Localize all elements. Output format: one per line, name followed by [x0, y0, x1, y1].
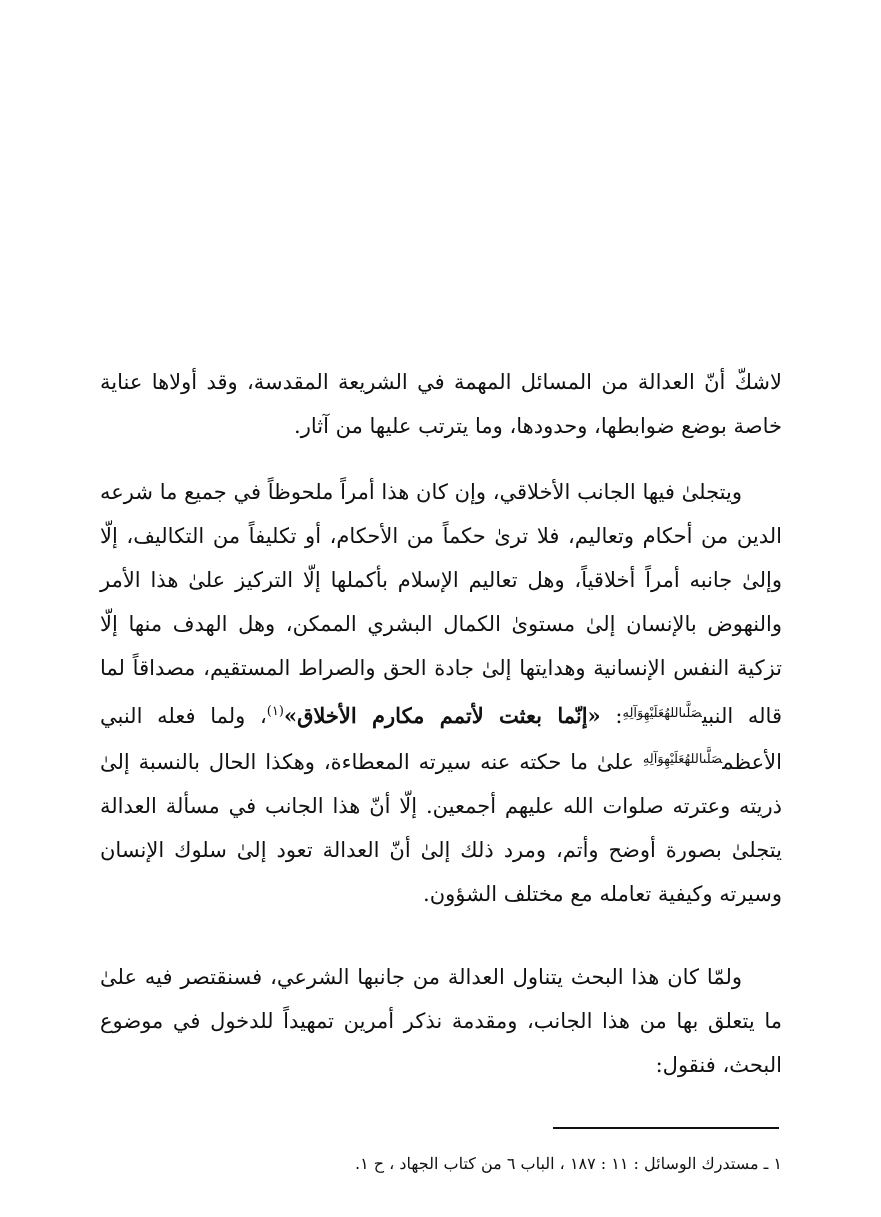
- footnote: ١ ـ مستدرك الوسائل : ١١ : ١٨٧ ، الباب ٦ من كتاب الجهاد ، ح ١.: [354, 1154, 782, 1173]
- paragraph-1: لاشكّ أنّ العدالة من المسائل المهمة في الشريعة المقدسة، وقد أولاها عناية خاصة بوضع ضوابطها، وحدودها، وما يترتب عليها من آثار.: [100, 370, 782, 438]
- paragraph-3: ولمّا كان هذا البحث يتناول العدالة من جانبها الشرعي، فسنقتصر فيه علىٰ ما يتعلق بها من هذا الجانب، ومقدمة نذكر أمرين تمهيداً للدخول في موضوع البحث، فنقول:: [100, 965, 782, 1077]
- colon: :: [600, 704, 623, 728]
- blessing-mark-2: صَلَّىاللهُعَلَيْهِوَآلِهِ: [642, 752, 723, 767]
- paragraph-2-text-2: ، ولما فعله النبي الأعظم: [100, 704, 782, 774]
- paragraph-2: [100, 470, 782, 916]
- hadith-quote: «إنّما بعثت لأتمم مكارم الأخلاق»: [283, 703, 601, 728]
- paragraph-2-text-1: ويتجلىٰ فيها الجانب الأخلاقي، وإن كان هذا أمراً ملحوظاً في جميع ما شرعه الدين من أحكام وتعاليم، فلا ترىٰ حكماً من الأحكام، أو تكليفاً من التكاليف، إلّا وإلىٰ جانبه أمراً أخلاقياً، وهل تعاليم الإسلام بأكملها إلّا التركيز علىٰ هذا الأمر والنهوض بالإنسان إلىٰ مستوىٰ الكمال البشري الممكن، وهل الهدف منها إلّا تزكية النفس الإنسانية وهدايتها إلىٰ جادة الحق والصراط المستقيم، مصداقاً لما قاله النبي: [100, 480, 782, 728]
- footnote-divider: [553, 1127, 779, 1129]
- blessing-mark-1: صَلَّىاللهُعَلَيْهِوَآلِهِ: [622, 706, 702, 721]
- paragraph-2-text-3: علىٰ ما حكته عنه سيرته المعطاءة، وهكذا الحال بالنسبة إلىٰ ذريته وعترته صلوات الله عليهم أجمعين. إلّا أنّ هذا الجانب في مسألة العدالة يتجلىٰ بصورة أوضح وأتم، ومرد ذلك إلىٰ أنّ العدالة تعود إلىٰ سلوك الإنسان وسيرته وكيفية تعامله مع مختلف الشؤون.: [100, 750, 782, 906]
- footnote-reference[interactable]: (١): [266, 704, 284, 719]
